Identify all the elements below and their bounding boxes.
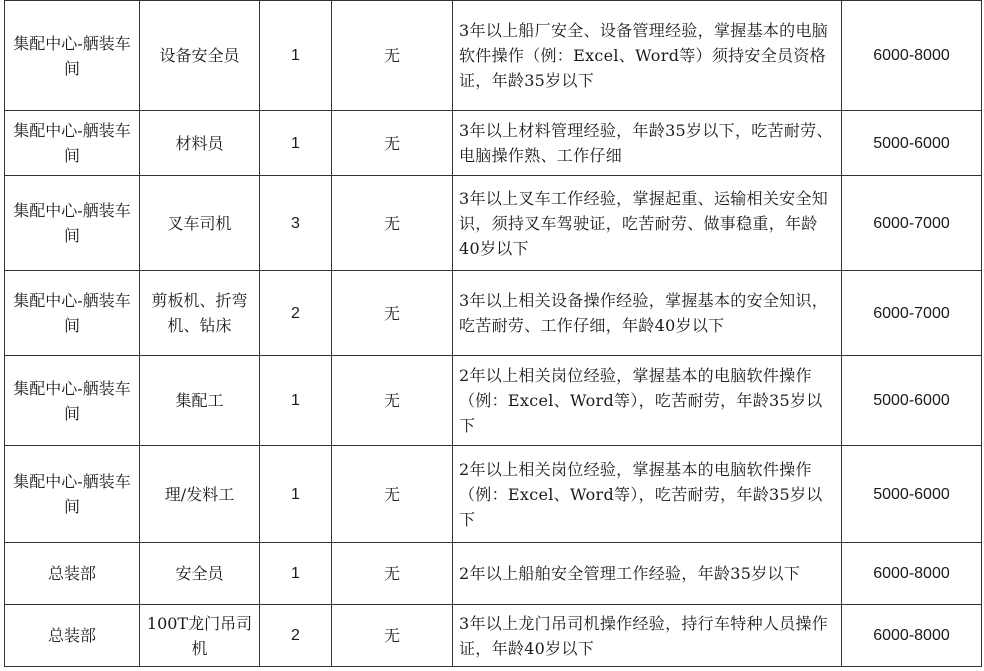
dept-cell: 总装部 [5, 605, 140, 667]
table-row [5, 446, 982, 543]
requirements-cell: 3年以上相关设备操作经验，掌握基本的安全知识，吃苦耐劳、工作仔细，年龄40岁以下 [453, 271, 842, 356]
dept-cell: 集配中心-舾装车间 [5, 111, 140, 176]
position-cell: 材料员 [140, 111, 260, 176]
requirements-cell: 3年以上材料管理经验，年龄35岁以下，吃苦耐劳、电脑操作熟、工作仔细 [453, 111, 842, 176]
salary-cell: 6000-7000 [842, 271, 982, 356]
position-cell: 安全员 [140, 543, 260, 605]
position-cell: 剪板机、折弯机、钻床 [140, 271, 260, 356]
education-cell: 无 [332, 446, 453, 543]
education-cell: 无 [332, 605, 453, 667]
count-cell: 1 [260, 356, 332, 446]
salary-cell: 6000-8000 [842, 605, 982, 667]
count-cell: 2 [260, 605, 332, 667]
salary-cell: 5000-6000 [842, 111, 982, 176]
requirements-cell: 3年以上船厂安全、设备管理经验，掌握基本的电脑软件操作（例：Excel、Word等）须持安全员资格证，年龄35岁以下 [453, 1, 842, 111]
count-cell: 1 [260, 111, 332, 176]
dept-cell: 集配中心-舾装车间 [5, 356, 140, 446]
dept-cell: 集配中心-舾装车间 [5, 1, 140, 111]
count-cell: 2 [260, 271, 332, 356]
salary-cell: 6000-8000 [842, 543, 982, 605]
table-row [5, 543, 982, 605]
salary-cell: 5000-6000 [842, 356, 982, 446]
count-cell: 1 [260, 543, 332, 605]
count-cell: 3 [260, 176, 332, 271]
salary-cell: 6000-7000 [842, 176, 982, 271]
job-table [4, 0, 982, 667]
table-row [5, 605, 982, 667]
dept-cell: 集配中心-舾装车间 [5, 271, 140, 356]
position-cell: 100T龙门吊司机 [140, 605, 260, 667]
salary-cell: 5000-6000 [842, 446, 982, 543]
position-cell: 设备安全员 [140, 1, 260, 111]
position-cell: 理/发料工 [140, 446, 260, 543]
table-row [5, 176, 982, 271]
table-row [5, 111, 982, 176]
education-cell: 无 [332, 271, 453, 356]
education-cell: 无 [332, 356, 453, 446]
education-cell: 无 [332, 176, 453, 271]
requirements-cell: 2年以上相关岗位经验，掌握基本的电脑软件操作（例：Excel、Word等），吃苦耐劳，年龄35岁以下 [453, 446, 842, 543]
count-cell: 1 [260, 1, 332, 111]
requirements-cell: 3年以上龙门吊司机操作经验，持行车特种人员操作证，年龄40岁以下 [453, 605, 842, 667]
salary-cell: 6000-8000 [842, 1, 982, 111]
requirements-cell: 2年以上船舶安全管理工作经验，年龄35岁以下 [453, 543, 842, 605]
dept-cell: 集配中心-舾装车间 [5, 176, 140, 271]
table-row [5, 271, 982, 356]
table-row [5, 356, 982, 446]
education-cell: 无 [332, 1, 453, 111]
education-cell: 无 [332, 543, 453, 605]
dept-cell: 集配中心-舾装车间 [5, 446, 140, 543]
count-cell: 1 [260, 446, 332, 543]
requirements-cell: 3年以上叉车工作经验，掌握起重、运输相关安全知识，须持叉车驾驶证，吃苦耐劳、做事稳重，年龄40岁以下 [453, 176, 842, 271]
position-cell: 集配工 [140, 356, 260, 446]
table-row [5, 1, 982, 111]
requirements-cell: 2年以上相关岗位经验，掌握基本的电脑软件操作（例：Excel、Word等），吃苦耐劳，年龄35岁以下 [453, 356, 842, 446]
education-cell: 无 [332, 111, 453, 176]
position-cell: 叉车司机 [140, 176, 260, 271]
dept-cell: 总装部 [5, 543, 140, 605]
